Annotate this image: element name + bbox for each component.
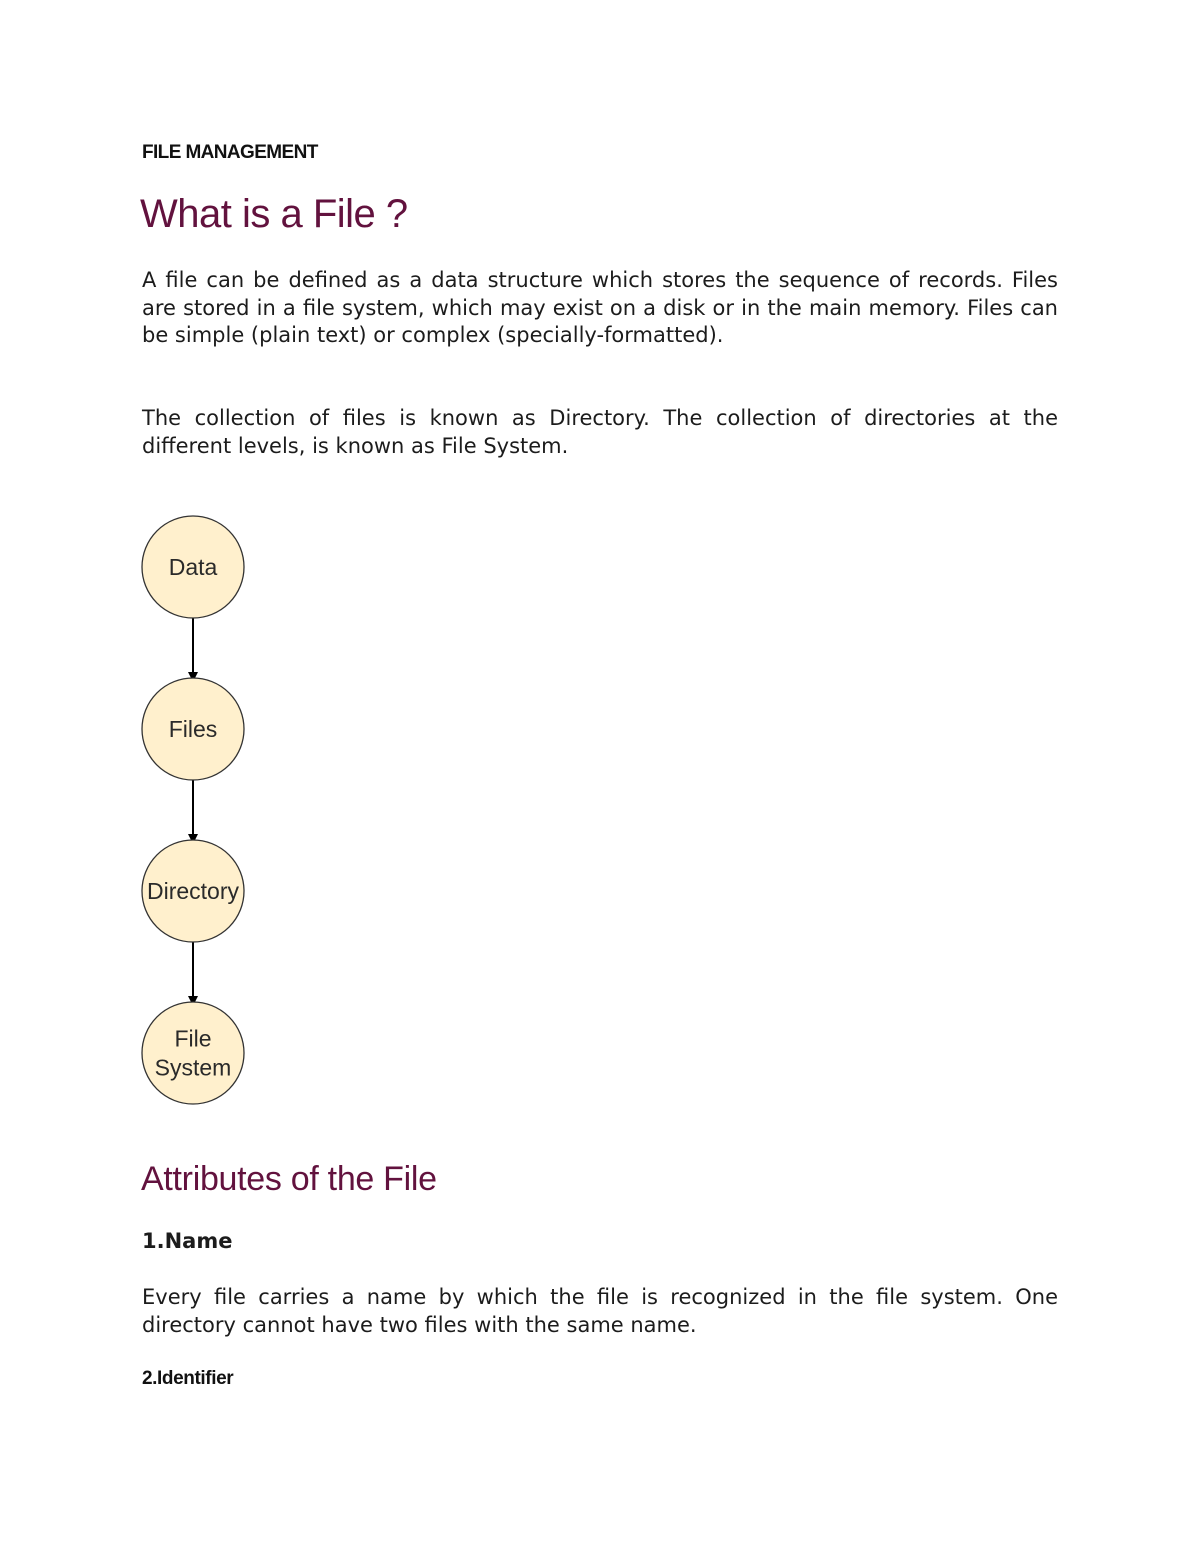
- paragraph-directory-definition: The collection of files is known as Directory. The collection of directories at the different levels, is known as File System.: [142, 406, 1058, 458]
- diagram-node-label: Directory: [146, 878, 240, 904]
- paragraph-name-attribute: Every file carries a name by which the file is recognized in the file system. One directory cannot have two files with the same name.: [142, 1285, 1058, 1337]
- diagram-node-data: [142, 516, 244, 618]
- document-label: FILE MANAGEMENT: [142, 142, 318, 163]
- section-title-what-is-a-file: What is a File ?: [140, 192, 408, 236]
- diagram-node-files: [142, 678, 244, 780]
- diagram-node-label: Data: [168, 554, 218, 580]
- diagram-node-directory: [142, 840, 244, 942]
- attribute-heading-identifier: 2.Identifier: [142, 1368, 234, 1389]
- diagram-node-label: Files: [168, 716, 218, 742]
- attribute-heading-name: 1.Name: [142, 1229, 233, 1253]
- file-hierarchy-diagram: [130, 505, 260, 1115]
- diagram-node-label: File: [174, 1025, 212, 1052]
- section-title-attributes: Attributes of the File: [141, 1160, 437, 1198]
- diagram-node-file-system: [142, 1002, 244, 1104]
- diagram-node-circle: [142, 1002, 244, 1104]
- diagram-node-label: System: [154, 1054, 232, 1081]
- paragraph-file-definition: A file can be defined as a data structure which stores the sequence of records. Files are stored in a file system, which may exist on a disk or in the main memory. Files can be simple (plain text) or complex (specially-formatted).: [142, 268, 1058, 347]
